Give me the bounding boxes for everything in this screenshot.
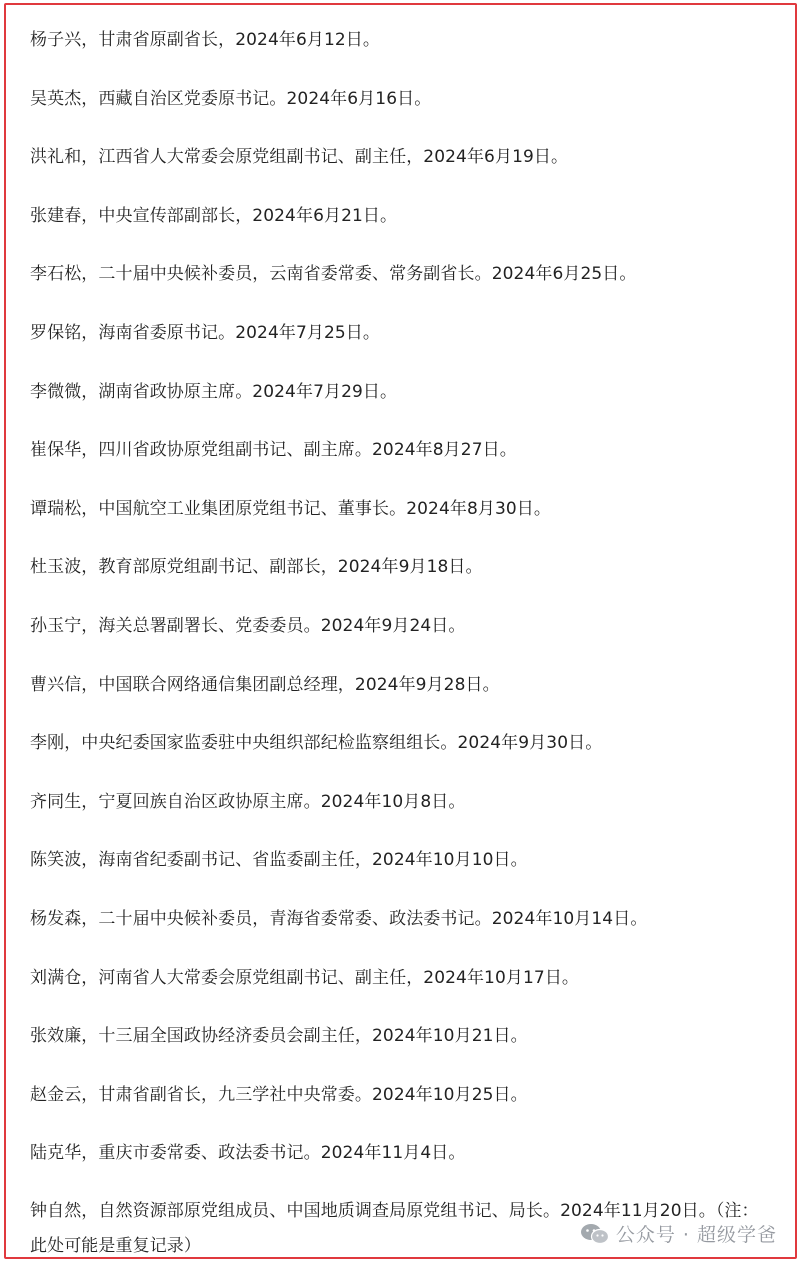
list-item: 曹兴信，中国联合网络通信集团副总经理，2024年9月28日。 [30,674,500,695]
wechat-icon [580,1223,610,1245]
list-item: 孙玉宁，海关总署副署长、党委委员。2024年9月24日。 [30,615,466,636]
list-item: 刘满仓，河南省人大常委会原党组副书记、副主任，2024年10月17日。 [30,967,580,988]
list-item: 吴英杰，西藏自治区党委原书记。2024年6月16日。 [30,88,432,109]
list-item: 张建春，中央宣传部副部长，2024年6月21日。 [30,205,398,226]
list-item: 钟自然，自然资源部原党组成员、中国地质调查局原党组书记、局长。2024年11月20日。（注：此处可能是重复记录） [30,1200,759,1256]
list-item: 杨子兴，甘肃省原副省长，2024年6月12日。 [30,30,381,50]
list-item: 李石松，二十届中央候补委员，云南省委常委、常务副省长。2024年6月25日。 [30,264,637,285]
list-item: 陆克华，重庆市委常委、政法委书记。2024年11月4日。 [30,1143,466,1164]
list-item: 陈笑波，海南省纪委副书记、省监委副主任，2024年10月10日。 [30,850,528,871]
list-item: 崔保华，四川省政协原党组副书记、副主席。2024年8月27日。 [30,440,517,461]
watermark [580,1220,777,1247]
list-item: 李微微，湖南省政协原主席。2024年7月29日。 [30,381,398,402]
list-item: 杜玉波，教育部原党组副书记、副部长，2024年9月18日。 [30,557,483,578]
list-item: 罗保铭，海南省委原书记。2024年7月25日。 [30,322,381,343]
list-item: 杨发森，二十届中央候补委员，青海省委常委、政法委书记。2024年10月14日。 [30,908,648,929]
list-item: 洪礼和，江西省人大常委会原党组副书记、副主任，2024年6月19日。 [30,147,569,168]
list-item: 谭瑞松，中国航空工业集团原党组书记、董事长。2024年8月30日。 [30,498,552,519]
official-list [30,30,779,1264]
watermark-text: 公众号 · 超级学爸 [615,1224,777,1246]
list-item: 张效廉，十三届全国政协经济委员会副主任，2024年10月21日。 [30,1026,528,1047]
list-item: 李刚，中央纪委国家监委驻中央组织部纪检监察组组长。2024年9月30日。 [30,733,603,754]
list-item: 齐同生，宁夏回族自治区政协原主席。2024年10月8日。 [30,791,466,812]
list-item: 赵金云，甘肃省副省长，九三学社中央常委。2024年10月25日。 [30,1084,528,1105]
